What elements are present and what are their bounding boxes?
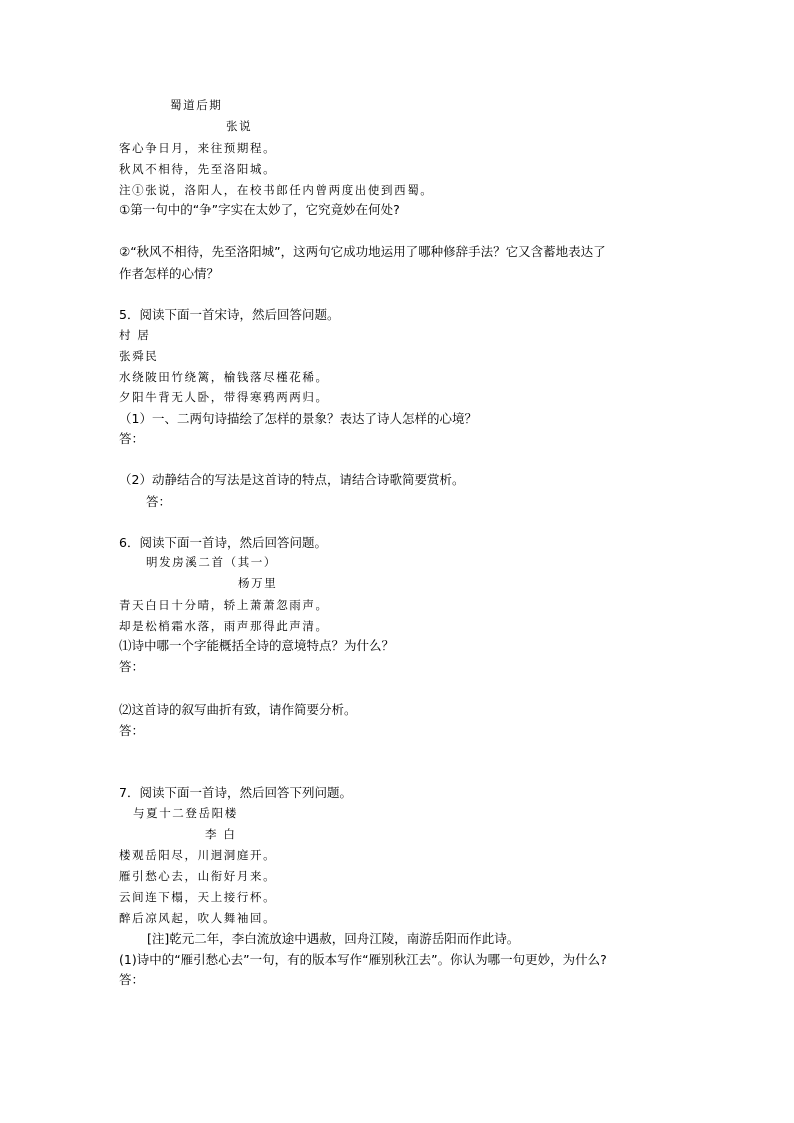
q7-answer-1: 答： [119, 972, 145, 987]
q4-poem-line-1: 客心争日月，来往预期程。 [119, 141, 277, 155]
q4-poem-line-2: 秋风不相待，先至洛阳城。 [119, 162, 277, 176]
q5-answer-2: 答： [146, 494, 172, 509]
q4-note: 注①张说，洛阳人，在校书郎任内曾两度出使到西蜀。 [119, 183, 434, 197]
q7-heading: 7．阅读下面一首诗，然后回答下列问题。 [119, 785, 352, 800]
q5-sub-question-2: （2）动静结合的写法是这首诗的特点，请结合诗歌简要赏析。 [119, 472, 465, 487]
q7-poem-line-1: 楼观岳阳尽，川迥洞庭开。 [119, 848, 277, 862]
q7-sub-question-1: (1)诗中的“雁引愁心去”一句，有的版本写作“雁别秋江去”。你认为哪一句更妙，为什么? [119, 952, 607, 967]
q6-poem-author: 杨万里 [238, 576, 278, 590]
q7-poem-line-3: 云间连下榻，天上接行杯。 [119, 890, 277, 904]
q6-answer-1: 答： [119, 659, 145, 674]
q5-poem-author: 张舜民 [119, 349, 159, 363]
q5-heading: 5．阅读下面一首宋诗，然后回答问题。 [119, 307, 340, 322]
q5-poem-line-2: 夕阳牛背无人卧，带得寒鸦两两归。 [119, 390, 329, 404]
q7-poem-title: 与夏十二登岳阳楼 [133, 806, 238, 820]
q7-poem-author: 李 白 [205, 827, 237, 841]
q4-sub-question-2-line-2: 作者怎样的心情？ [119, 266, 220, 281]
q7-note: [注]乾元二年，李白流放途中遇赦，回舟江陵，南游岳阳而作此诗。 [147, 931, 520, 946]
q4-sub-question-1: ①第一句中的“争”字实在太妙了，它究竟妙在何处? [119, 202, 400, 217]
q6-answer-2: 答： [119, 723, 145, 738]
q6-poem-line-2: 却是松梢霜水落，雨声那得此声清。 [119, 619, 329, 633]
q4-poem-author: 张说 [226, 119, 253, 133]
q6-sub-question-1: ⑴诗中哪一个字能概括全诗的意境特点？为什么？ [119, 638, 395, 653]
q5-sub-question-1: （1）一、二两句诗描绘了怎样的景象？表达了诗人怎样的心境？ [119, 411, 477, 426]
q4-poem-title: 蜀道后期 [170, 98, 223, 112]
q6-heading: 6．阅读下面一首诗，然后回答问题。 [119, 535, 327, 550]
q5-poem-title: 村 居 [119, 328, 151, 342]
q7-poem-line-2: 雁引愁心去，山衔好月来。 [119, 869, 277, 883]
q4-sub-question-2-line-1: ②“秋风不相待，先至洛阳城”，这两句它成功地运用了哪种修辞手法？它又含蓄地表达了 [119, 244, 606, 259]
q6-poem-line-1: 青天白日十分晴，轿上萧萧忽雨声。 [119, 598, 329, 612]
q5-poem-line-1: 水绕陂田竹绕篱，榆钱落尽槿花稀。 [119, 370, 329, 384]
q6-poem-title: 明发房溪二首（其一） [146, 555, 277, 569]
q6-sub-question-2: ⑵这首诗的叙写曲折有致，请作简要分析。 [119, 702, 357, 717]
q7-poem-line-4: 醉后凉风起，吹人舞袖回。 [119, 911, 277, 925]
q5-answer-1: 答： [119, 431, 145, 446]
